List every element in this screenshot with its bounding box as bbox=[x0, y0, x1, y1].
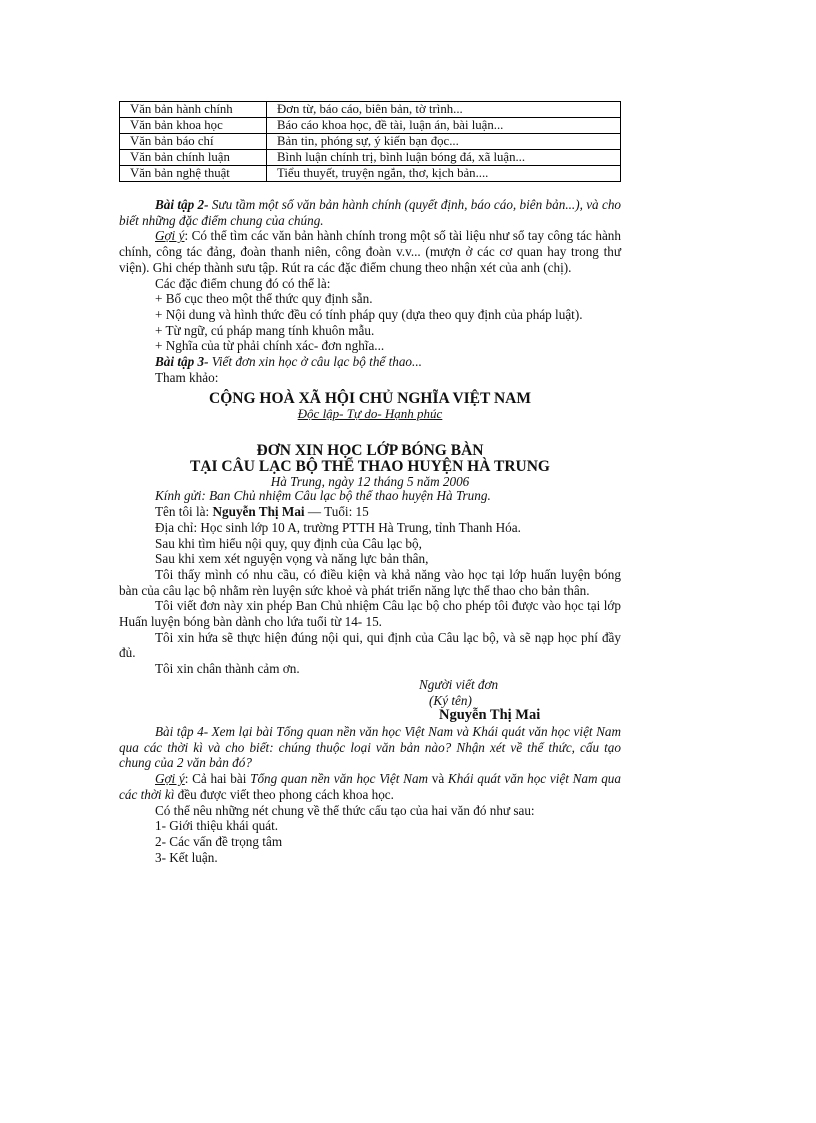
letter-date: Hà Trung, ngày 12 tháng 5 năm 2006 bbox=[270, 474, 470, 490]
letter-paragraph: Tôi xin hứa sẽ thực hiện đúng nội qui, qui định của Câu lạc bộ, và sẽ nạp học phí đầy đủ. bbox=[119, 629, 621, 661]
table-row bbox=[120, 118, 621, 134]
letter-title-line-1: ĐƠN XIN HỌC LỚP BÓNG BÀN bbox=[256, 442, 484, 460]
exercise-4-point: 1- Giới thiệu khái quát. bbox=[155, 818, 279, 834]
document-page bbox=[119, 101, 621, 865]
text-type-cell: Văn bản hành chính bbox=[120, 102, 267, 118]
exercise-4-point: 3- Kết luận. bbox=[155, 849, 218, 865]
examples-cell: Báo cáo khoa học, đề tài, luận án, bài luận... bbox=[267, 118, 621, 134]
examples-cell: Tiểu thuyết, truyện ngắn, thơ, kịch bản.... bbox=[267, 166, 621, 182]
text-type-cell: Văn bản khoa học bbox=[120, 118, 267, 134]
table-row bbox=[120, 134, 621, 150]
letter-title-line-2: TẠI CÂU LẠC BỘ THỂ THAO HUYỆN HÀ TRUNG bbox=[189, 458, 550, 476]
letter-paragraph: Tôi thấy mình có nhu cầu, có điều kiện và khả năng vào học tại lớp huấn luyện bóng bàn của câu lạc bộ nhằm rèn luyện sức khoẻ và phát triển năng lực thể thao cho bản thân. bbox=[119, 566, 621, 598]
examples-cell: Đơn từ, báo cáo, biên bản, tờ trình... bbox=[267, 102, 621, 118]
national-header: CỘNG HOÀ XÃ HỘI CHỦ NGHĨA VIỆT NAM bbox=[209, 390, 531, 408]
text-type-cell: Văn bản báo chí bbox=[120, 134, 267, 150]
exercise-4-prompt: Bài tập 4- Xem lại bài Tổng quan nền văn học Việt Nam và Khái quát văn học việt Nam qua các thời kì và cho biết: chúng thuộc loại văn bản nào? Nhận xét về thể thức, cấu tạo chung của 2 văn bản đó? bbox=[119, 723, 621, 771]
text-type-cell: Văn bản nghệ thuật bbox=[120, 166, 267, 182]
exercise-4-point: 2- Các vấn đề trọng tâm bbox=[155, 833, 283, 849]
examples-cell: Bình luận chính trị, bình luận bóng đá, xã luận... bbox=[267, 150, 621, 166]
table-row bbox=[120, 102, 621, 118]
exercise-2-prompt: Bài tập 2- Sưu tầm một số văn bản hành chính (quyết định, báo cáo, biên bản...), và cho biết những đặc điểm chung của chúng. bbox=[119, 197, 622, 228]
exercise-3-prompt: Bài tập 3- Viết đơn xin học ở câu lạc bộ thể thao... bbox=[155, 354, 422, 370]
letter-name-line: Tên tôi là: Nguyễn Thị Mai — Tuổi: 15 bbox=[155, 504, 369, 520]
exercise-2-intro: Các đặc điểm chung đó có thể là: bbox=[155, 275, 331, 291]
table-row bbox=[120, 166, 621, 182]
exercise-4-hint: Gợi ý: Cả hai bài Tổng quan nền văn học Việt Nam và Khái quát văn học việt Nam qua các thời kì đều được viết theo phong cách khoa học. bbox=[119, 771, 621, 802]
exercise-2-point: + Nội dung và hình thức đều có tính pháp quy (dựa theo quy định của pháp luật). bbox=[155, 306, 583, 322]
signer-name: Nguyễn Thị Mai bbox=[439, 707, 541, 724]
letter-recipient: Kính gửi: Ban Chủ nhiệm Câu lạc bộ thể thao huyện Hà Trung. bbox=[155, 488, 491, 504]
signature-note: (Ký tên) bbox=[429, 692, 472, 708]
text-types-table bbox=[119, 101, 621, 182]
letter-paragraph: Tôi xin chân thành cảm ơn. bbox=[155, 661, 300, 677]
exercise-2-point: + Từ ngữ, cú pháp mang tính khuôn mẫu. bbox=[155, 322, 375, 338]
examples-cell: Bản tin, phóng sự, ý kiến bạn đọc... bbox=[267, 134, 621, 150]
exercise-2-hint: Gợi ý: Có thể tìm các văn bản hành chính trong một số tài liệu như sổ tay công tác hành chính, công tác đảng, đoàn thanh niên, công đoàn v.v... (mượn ở các cơ quan hay trong thư viện). Ghi chép thành sưu tập. Rút ra các đặc điểm chung theo nhận xét của anh (chị). bbox=[119, 228, 621, 275]
exercise-2-point: + Nghĩa của từ phải chính xác- đơn nghĩa... bbox=[155, 338, 385, 354]
letter-paragraph: Sau khi xem xét nguyện vọng và năng lực bản thân, bbox=[155, 551, 429, 567]
exercise-4-intro: Có thể nêu những nét chung về thể thức cấu tạo của hai văn đó như sau: bbox=[155, 802, 535, 818]
table-row bbox=[120, 150, 621, 166]
reference-label: Tham khảo: bbox=[155, 369, 219, 385]
letter-paragraph: Tôi viết đơn này xin phép Ban Chủ nhiệm Câu lạc bộ cho phép tôi được vào học tại lớp Huấn luyện bóng bàn dành cho lứa tuổi từ 14- 15. bbox=[119, 598, 621, 630]
text-type-cell: Văn bản chính luận bbox=[120, 150, 267, 166]
signer-label: Người viết đơn bbox=[419, 676, 499, 692]
national-motto: Độc lập- Tự do- Hạnh phúc bbox=[297, 406, 443, 422]
letter-address: Địa chỉ: Học sinh lớp 10 A, trường PTTH Hà Trung, tỉnh Thanh Hóa. bbox=[155, 519, 521, 535]
letter-paragraph: Sau khi tìm hiểu nội quy, quy định của Câu lạc bộ, bbox=[155, 535, 422, 551]
exercise-2-point: + Bố cục theo một thể thức quy định sẵn. bbox=[155, 291, 373, 307]
